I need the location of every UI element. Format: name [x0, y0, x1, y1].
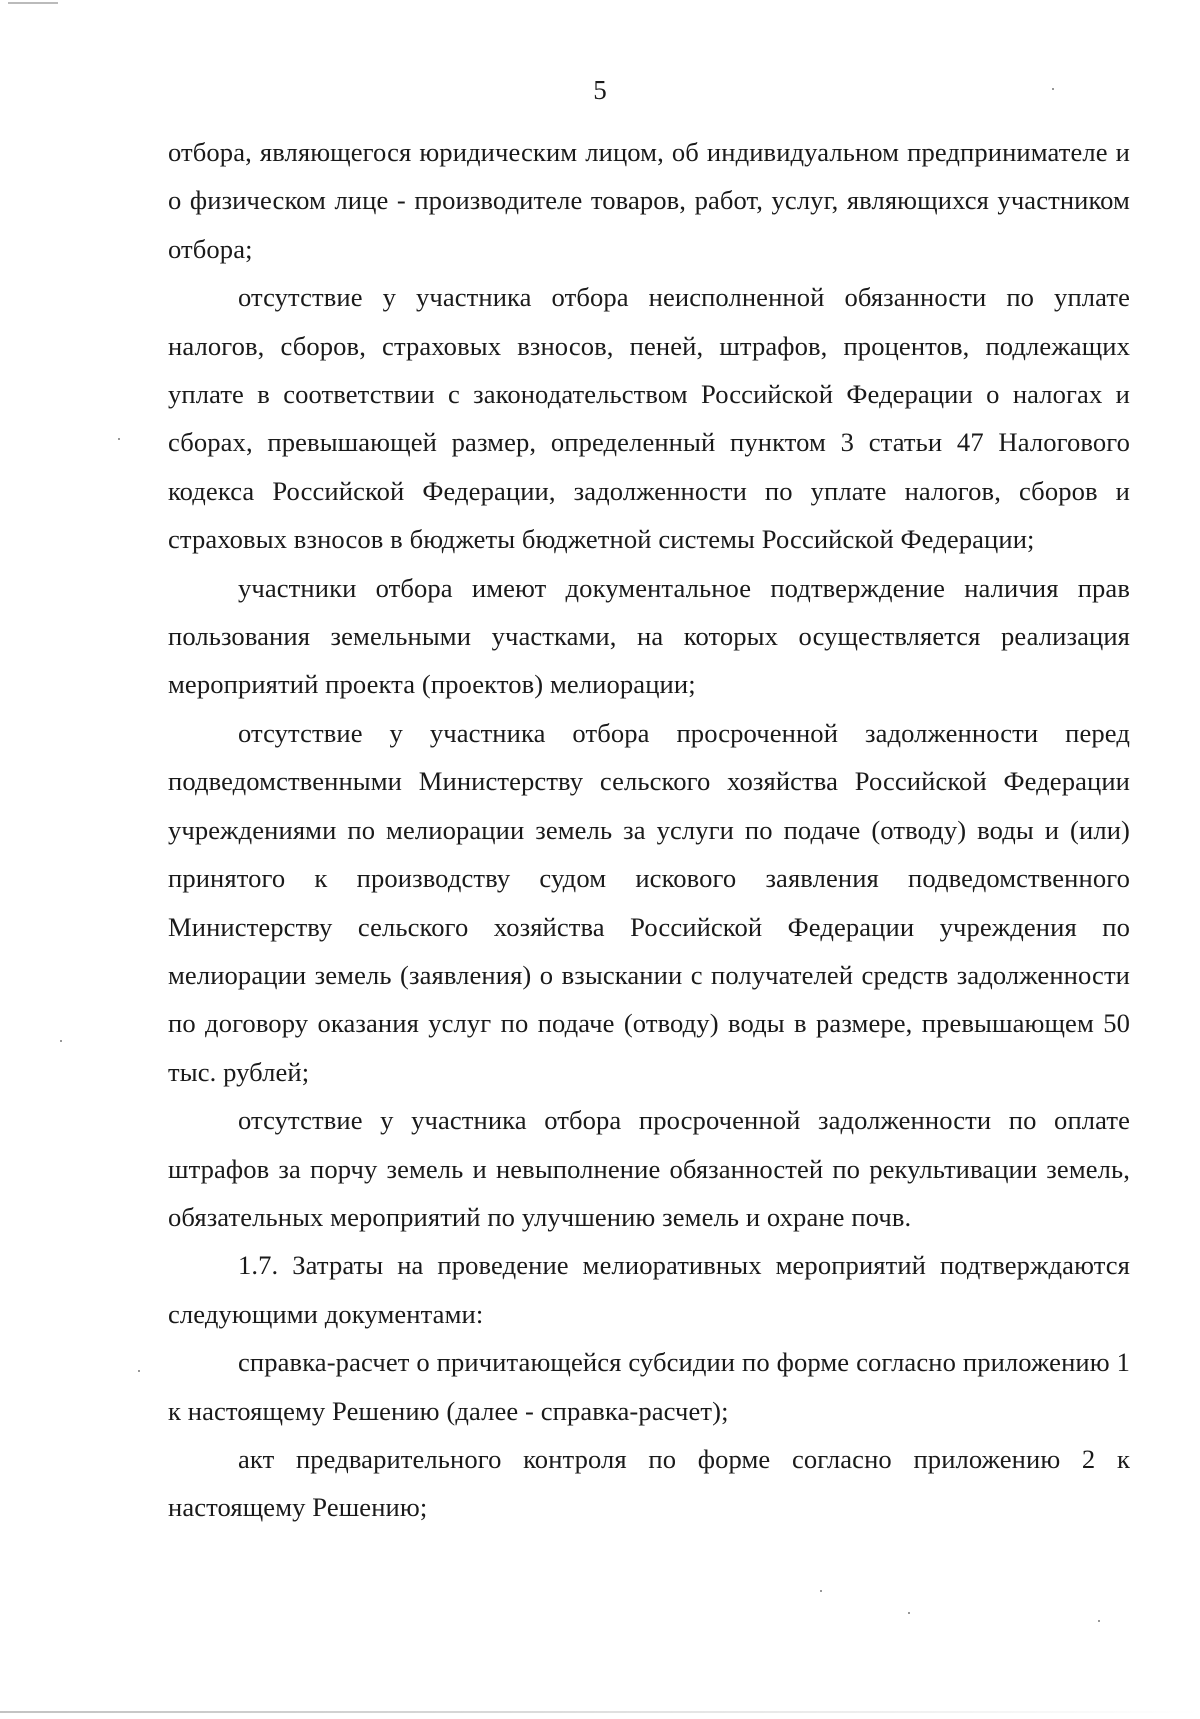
scan-speck — [908, 1612, 910, 1614]
document-body — [168, 128, 1130, 1532]
paragraph-5: отсутствие у участника отбора просроченной задолженности по оплате штрафов за порчу земель и невыполнение обязанностей по рекультивации земель, обязательных мероприятий по улучшению земель и охране почв. — [168, 1105, 1130, 1232]
page-number: 5 — [593, 75, 607, 105]
paragraph-4: отсутствие у участника отбора просроченной задолженности перед подведомственными Министерству сельского хозяйства Российской Федерации учреждениями по мелиорации земель за услуги по подаче (отводу) воды и (или) принятого к производству судом искового заявления подведомственного Министерству сельского хозяйства Российской Федерации учреждения по мелиорации земель (заявления) о взыскании с получателей средств задолженности по договору оказания услуг по подаче (отводу) воды в размере, превышающем 50 тыс. рублей; — [168, 717, 1130, 1087]
scan-speck — [1052, 88, 1054, 90]
scan-edge-line — [0, 1711, 1200, 1713]
scan-corner-mark — [8, 2, 58, 4]
paragraph-2: отсутствие у участника отбора неисполненной обязанности по уплате налогов, сборов, страховых взносов, пеней, штрафов, процентов, подлежащих уплате в соответствии с законодательством Российской Федерации о налогах и сборах, превышающей размер, определенный пунктом 3 статьи 47 Налогового кодекса Российской Федерации, задолженности по уплате налогов, сборов и страховых взносов в бюджеты бюджетной системы Российской Федерации; — [168, 282, 1130, 555]
scan-speck — [118, 438, 120, 440]
paragraph-7: справка-расчет о причитающейся субсидии по форме согласно приложению 1 к настоящему Решению (далее - справка-расчет); — [168, 1347, 1130, 1426]
paragraph-8: акт предварительного контроля по форме согласно приложению 2 к настоящему Решению; — [168, 1443, 1130, 1523]
scan-speck — [1098, 1620, 1100, 1622]
scan-speck — [60, 1040, 62, 1042]
paragraph-3: участники отбора имеют документальное подтверждение наличия прав пользования земельными участками, на которых осуществляется реализация мероприятий проекта (проектов) мелиорации; — [168, 572, 1130, 700]
paragraph-1: отбора, являющегося юридическим лицом, об индивидуальном предпринимателе и о физическом лице - производителе товаров, работ, услуг, являющихся участником отбора; — [168, 137, 1130, 264]
paragraph-1-7: 1.7. Затраты на проведение мелиоративных мероприятий подтверждаются следующими документами: — [168, 1250, 1130, 1329]
scan-speck — [138, 1370, 140, 1372]
scan-speck — [820, 1590, 822, 1592]
